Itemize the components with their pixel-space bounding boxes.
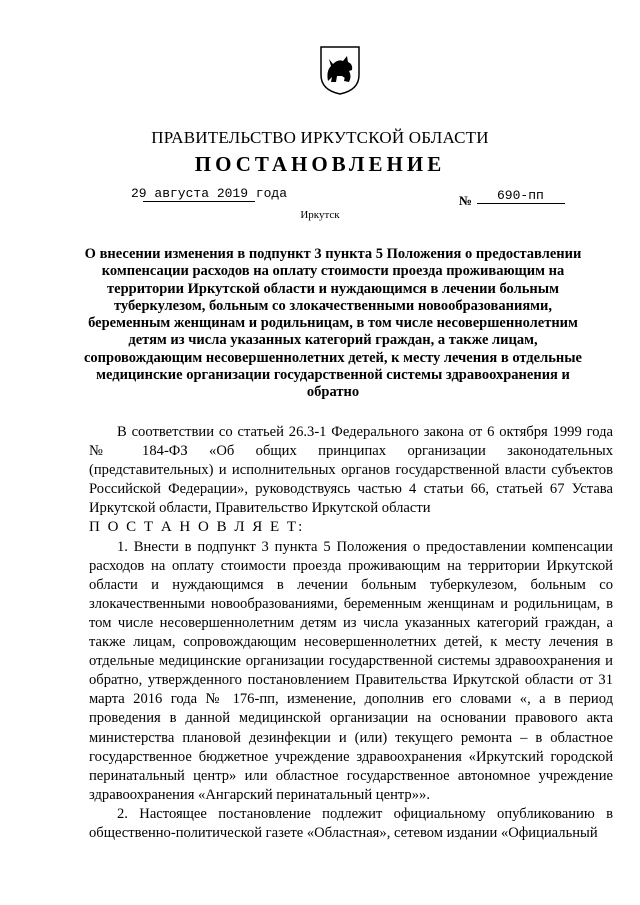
document-number: 690-пп	[497, 188, 544, 203]
item-2-paragraph: 2. Настоящее постановление подлежит официальному опубликованию в общественно-политической газете «Областная», сетевом издании «Официальный	[89, 805, 613, 841]
coat-of-arms-emblem	[319, 45, 361, 95]
number-underline	[477, 203, 565, 204]
item-1-paragraph: 1. Внести в подпункт 3 пункта 5 Положения о предоставлении компенсации расходов на оплату стоимости проезда проживающим на территории Иркутской области и нуждающимся в лечении больным туберкулезом, больным со злокачественными новообразованиями, беременным женщинам и родильницам, в том числе несовершеннолетним детям из числа указанных категорий граждан, а также лицам, сопровождающим несовершеннолетних детей, к месту лечения в отдельные медицинские организации государственной системы здравоохранения и обратно, утвержденного постановлением Правительства Иркутской области от 31 марта 2016 года № 176-пп, изменение, дополнив его словами «, а в период проведения в данной медицинской организации на основании правового акта министерства плановой дезинфекции и (или) текущего ремонта – в областное государственное бюджетное учреждение здравоохранения «Иркутский городской перинатальный центр» или областное государственное автономное учреждение здравоохранения «Ангарский перинатальный центр»».	[89, 538, 613, 803]
government-name: ПРАВИТЕЛЬСТВО ИРКУТСКОЙ ОБЛАСТИ	[151, 128, 489, 147]
number-sign: №	[459, 193, 473, 208]
decree-word: П О С Т А Н О В Л Я Е Т:	[89, 519, 305, 536]
city-name: Иркутск	[300, 209, 340, 221]
document-date: 29 августа 2019 года	[131, 186, 288, 201]
document-body	[89, 423, 613, 843]
date-underline	[143, 201, 255, 202]
document-heading: О внесении изменения в подпункт 3 пункта 5 Положения о предоставлении компенсации расходов на оплату стоимости проезда проживающим на территории Иркутской области и нуждающимся в лечении больным туберкулезом, больным со злокачественными новообразованиями, беременным женщинам и родильницам, в том числе несовершеннолетним детям из числа указанных категорий граждан, а также лицам, сопровождающим несовершеннолетних детей, к месту лечения в отдельные медицинские организации государственной системы здравоохранения и обратно	[83, 246, 582, 401]
document-type-title: ПОСТАНОВЛЕНИЕ	[194, 152, 446, 176]
preamble-paragraph: В соответствии со статьей 26.3-1 Федерального закона от 6 октября 1999 года № 184-ФЗ «Об общих принципах организации законодательных (представительных) и исполнительных органов государственной власти субъектов Российской Федерации», руководствуясь частью 4 статьи 66, статьей 67 Устава Иркутской области, Правительство Иркутской области	[89, 424, 613, 517]
